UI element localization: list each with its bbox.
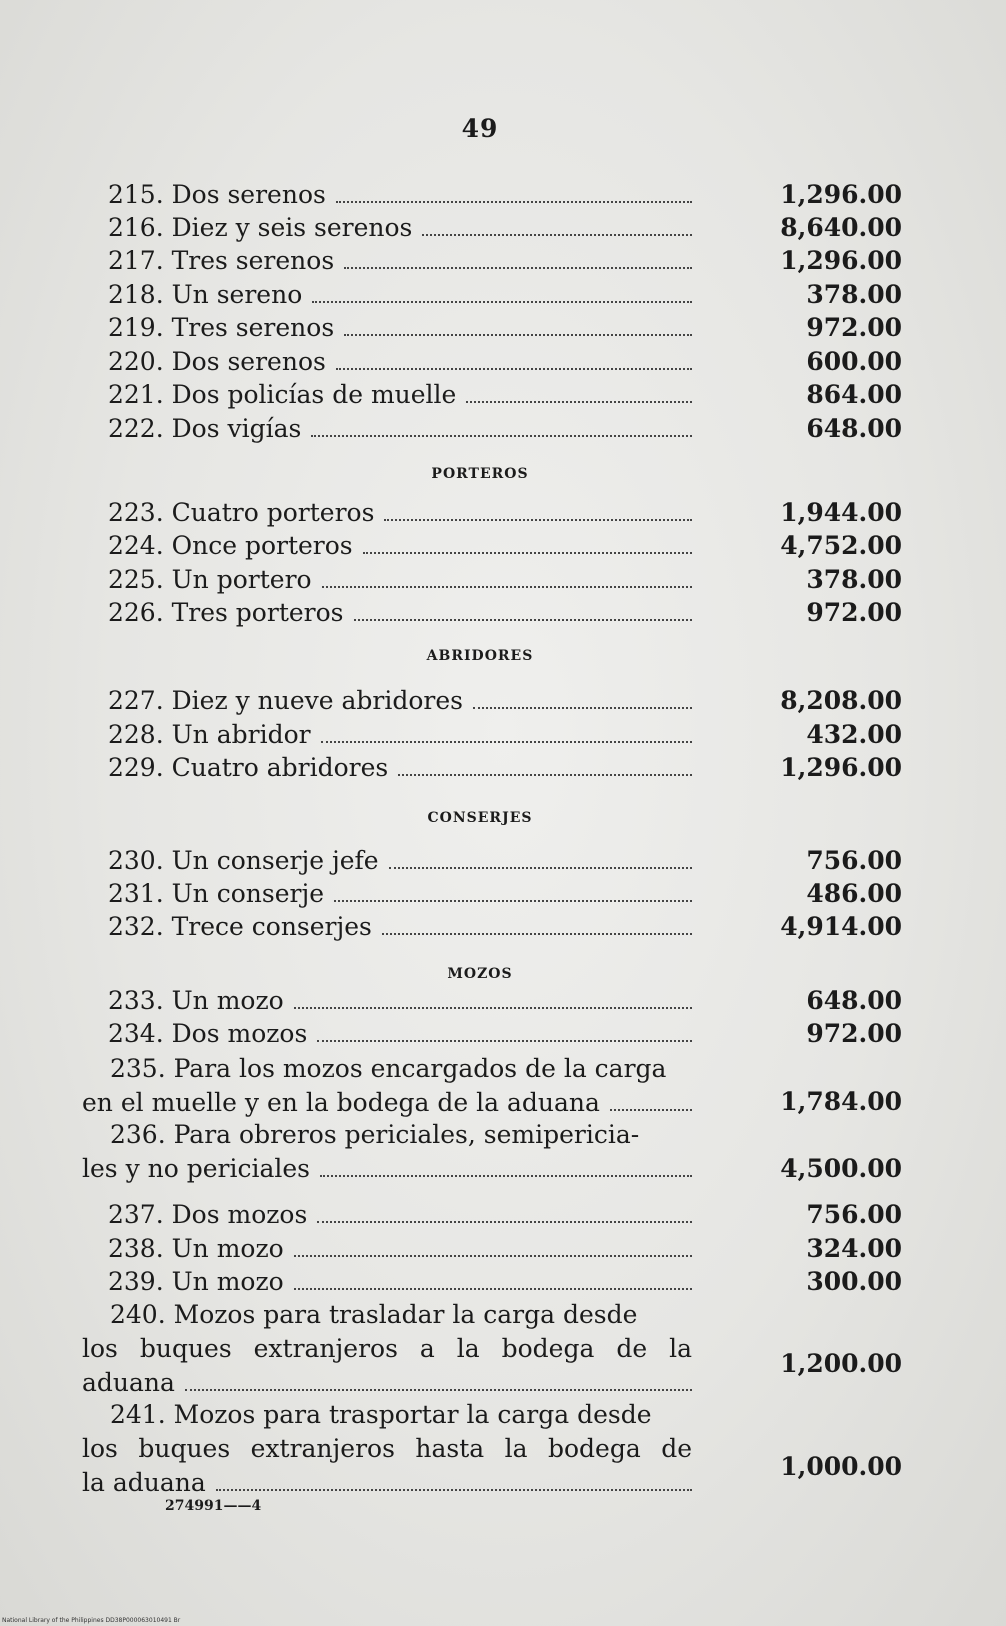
entry-236-cont-text: les y no periciales xyxy=(82,1154,311,1183)
dot-leader xyxy=(382,933,692,935)
entry-amount: 8,208.00 xyxy=(780,686,902,715)
dot-leader xyxy=(294,1255,692,1257)
footer-credit: National Library of the Philippines DD38P000063010491 Br xyxy=(2,1617,181,1624)
entry-241-cont: los buques extranjeros hasta la bodega de xyxy=(82,1434,692,1463)
entry-216 xyxy=(108,211,692,244)
entry-amount: 756.00 xyxy=(806,1200,902,1229)
entry-amount: 378.00 xyxy=(806,565,902,594)
dot-leader xyxy=(422,234,692,236)
entry-218 xyxy=(108,278,692,311)
entry-236-text: 236. Para obreros periciales, semipericia- xyxy=(110,1120,640,1149)
section-header-porteros: PORTEROS xyxy=(431,466,529,482)
entry-239-text: 239. Un mozo xyxy=(108,1267,284,1296)
entry-240-cont xyxy=(82,1366,692,1399)
entry-218-text: 218. Un sereno xyxy=(108,280,303,309)
entry-217-text: 217. Tres serenos xyxy=(108,246,335,275)
entry-amount: 1,296.00 xyxy=(780,753,902,782)
entry-219 xyxy=(108,311,692,344)
entry-241-text: 241. Mozos para trasportar la carga desde xyxy=(110,1400,652,1429)
entry-240-cont-text: aduana xyxy=(82,1368,175,1397)
dot-leader xyxy=(312,301,692,303)
entry-225-text: 225. Un portero xyxy=(108,565,312,594)
dot-leader xyxy=(317,1040,692,1042)
entry-231 xyxy=(108,877,692,910)
entry-228-text: 228. Un abridor xyxy=(108,720,311,749)
entry-240-cont: los buques extranjeros a la bodega de la xyxy=(82,1334,692,1363)
entry-224 xyxy=(108,529,692,562)
entry-224-text: 224. Once porteros xyxy=(108,531,353,560)
entry-217 xyxy=(108,244,692,277)
entry-236-cont xyxy=(82,1152,692,1185)
dot-leader xyxy=(354,619,692,621)
entry-225 xyxy=(108,563,692,596)
entry-amount: 972.00 xyxy=(806,1019,902,1048)
dot-leader xyxy=(344,267,692,269)
entry-237-text: 237. Dos mozos xyxy=(108,1200,308,1229)
entry-amount: 864.00 xyxy=(806,380,902,409)
entry-222 xyxy=(108,412,692,445)
entry-amount: 1,784.00 xyxy=(780,1087,902,1116)
dot-leader xyxy=(334,900,692,902)
entry-235-cont-text: en el muelle y en la bodega de la aduana xyxy=(82,1088,600,1117)
entry-241-cont-text: la aduana xyxy=(82,1468,206,1497)
entry-amount: 8,640.00 xyxy=(780,213,902,242)
entry-230 xyxy=(108,844,692,877)
entry-233-text: 233. Un mozo xyxy=(108,986,284,1015)
section-header-conserjes: CONSERJES xyxy=(427,810,533,826)
dot-leader xyxy=(320,1175,692,1177)
entry-234-text: 234. Dos mozos xyxy=(108,1019,308,1048)
entry-216-text: 216. Diez y seis serenos xyxy=(108,213,413,242)
dot-leader xyxy=(384,519,692,521)
entry-236 xyxy=(110,1118,692,1151)
dot-leader xyxy=(473,707,692,709)
entry-amount: 600.00 xyxy=(806,347,902,376)
entry-229 xyxy=(108,751,692,784)
dot-leader xyxy=(336,201,692,203)
entry-amount: 648.00 xyxy=(806,986,902,1015)
entry-219-text: 219. Tres serenos xyxy=(108,313,335,342)
entry-235-text: 235. Para los mozos encargados de la carga xyxy=(110,1054,667,1083)
dot-leader xyxy=(363,552,692,554)
entry-amount: 1,944.00 xyxy=(780,498,902,527)
dot-leader xyxy=(322,586,692,588)
dot-leader xyxy=(185,1389,692,1391)
dot-leader xyxy=(466,401,692,403)
entry-221 xyxy=(108,378,692,411)
entry-amount: 1,200.00 xyxy=(780,1349,902,1378)
entry-227-text: 227. Diez y nueve abridores xyxy=(108,686,463,715)
entry-239 xyxy=(108,1265,692,1298)
entry-234 xyxy=(108,1017,692,1050)
entry-227 xyxy=(108,684,692,717)
entry-240-text: 240. Mozos para trasladar la carga desde xyxy=(110,1300,638,1329)
entry-237 xyxy=(108,1198,692,1231)
dot-leader xyxy=(321,741,692,743)
dot-leader xyxy=(336,368,692,370)
entry-amount: 1,296.00 xyxy=(780,180,902,209)
dot-leader xyxy=(216,1489,692,1491)
entry-233 xyxy=(108,984,692,1017)
entry-240 xyxy=(110,1298,692,1331)
entry-223-text: 223. Cuatro porteros xyxy=(108,498,375,527)
section-header-abridores: ABRIDORES xyxy=(426,648,534,664)
entry-amount: 4,500.00 xyxy=(780,1154,902,1183)
entry-229-text: 229. Cuatro abridores xyxy=(108,753,389,782)
entry-238 xyxy=(108,1232,692,1265)
dot-leader xyxy=(398,774,692,776)
entry-222-text: 222. Dos vigías xyxy=(108,414,302,443)
dot-leader xyxy=(311,435,692,437)
entry-amount: 4,914.00 xyxy=(780,912,902,941)
entry-amount: 756.00 xyxy=(806,846,902,875)
entry-231-text: 231. Un conserje xyxy=(108,879,325,908)
entry-232 xyxy=(108,910,692,943)
entry-amount: 1,000.00 xyxy=(780,1452,902,1481)
entry-amount: 432.00 xyxy=(806,720,902,749)
entry-amount: 4,752.00 xyxy=(780,531,902,560)
dot-leader xyxy=(317,1221,692,1223)
entry-amount: 324.00 xyxy=(806,1234,902,1263)
signature-code: 274991——4 xyxy=(165,1498,262,1514)
entry-220-text: 220. Dos serenos xyxy=(108,347,326,376)
entry-241-cont xyxy=(82,1466,692,1499)
entry-226 xyxy=(108,596,692,629)
dot-leader xyxy=(344,334,692,336)
entry-215-text: 215. Dos serenos xyxy=(108,180,326,209)
entry-215 xyxy=(108,178,692,211)
entry-220 xyxy=(108,345,692,378)
entry-228 xyxy=(108,718,692,751)
entry-amount: 972.00 xyxy=(806,313,902,342)
dot-leader xyxy=(294,1007,692,1009)
dot-leader xyxy=(294,1288,692,1290)
entry-226-text: 226. Tres porteros xyxy=(108,598,344,627)
entry-223 xyxy=(108,496,692,529)
entry-238-text: 238. Un mozo xyxy=(108,1234,284,1263)
dot-leader xyxy=(389,867,692,869)
entry-amount: 648.00 xyxy=(806,414,902,443)
entry-amount: 378.00 xyxy=(806,280,902,309)
page-number: 49 xyxy=(461,114,499,143)
entry-241 xyxy=(110,1398,692,1431)
entry-amount: 300.00 xyxy=(806,1267,902,1296)
entry-amount: 972.00 xyxy=(806,598,902,627)
entry-amount: 1,296.00 xyxy=(780,246,902,275)
entry-235 xyxy=(110,1052,692,1085)
dot-leader xyxy=(610,1109,692,1111)
entry-amount: 486.00 xyxy=(806,879,902,908)
entry-232-text: 232. Trece conserjes xyxy=(108,912,372,941)
entry-230-text: 230. Un conserje jefe xyxy=(108,846,379,875)
entry-235-cont xyxy=(82,1086,692,1119)
entry-221-text: 221. Dos policías de muelle xyxy=(108,380,457,409)
section-header-mozos: MOZOS xyxy=(447,966,513,982)
